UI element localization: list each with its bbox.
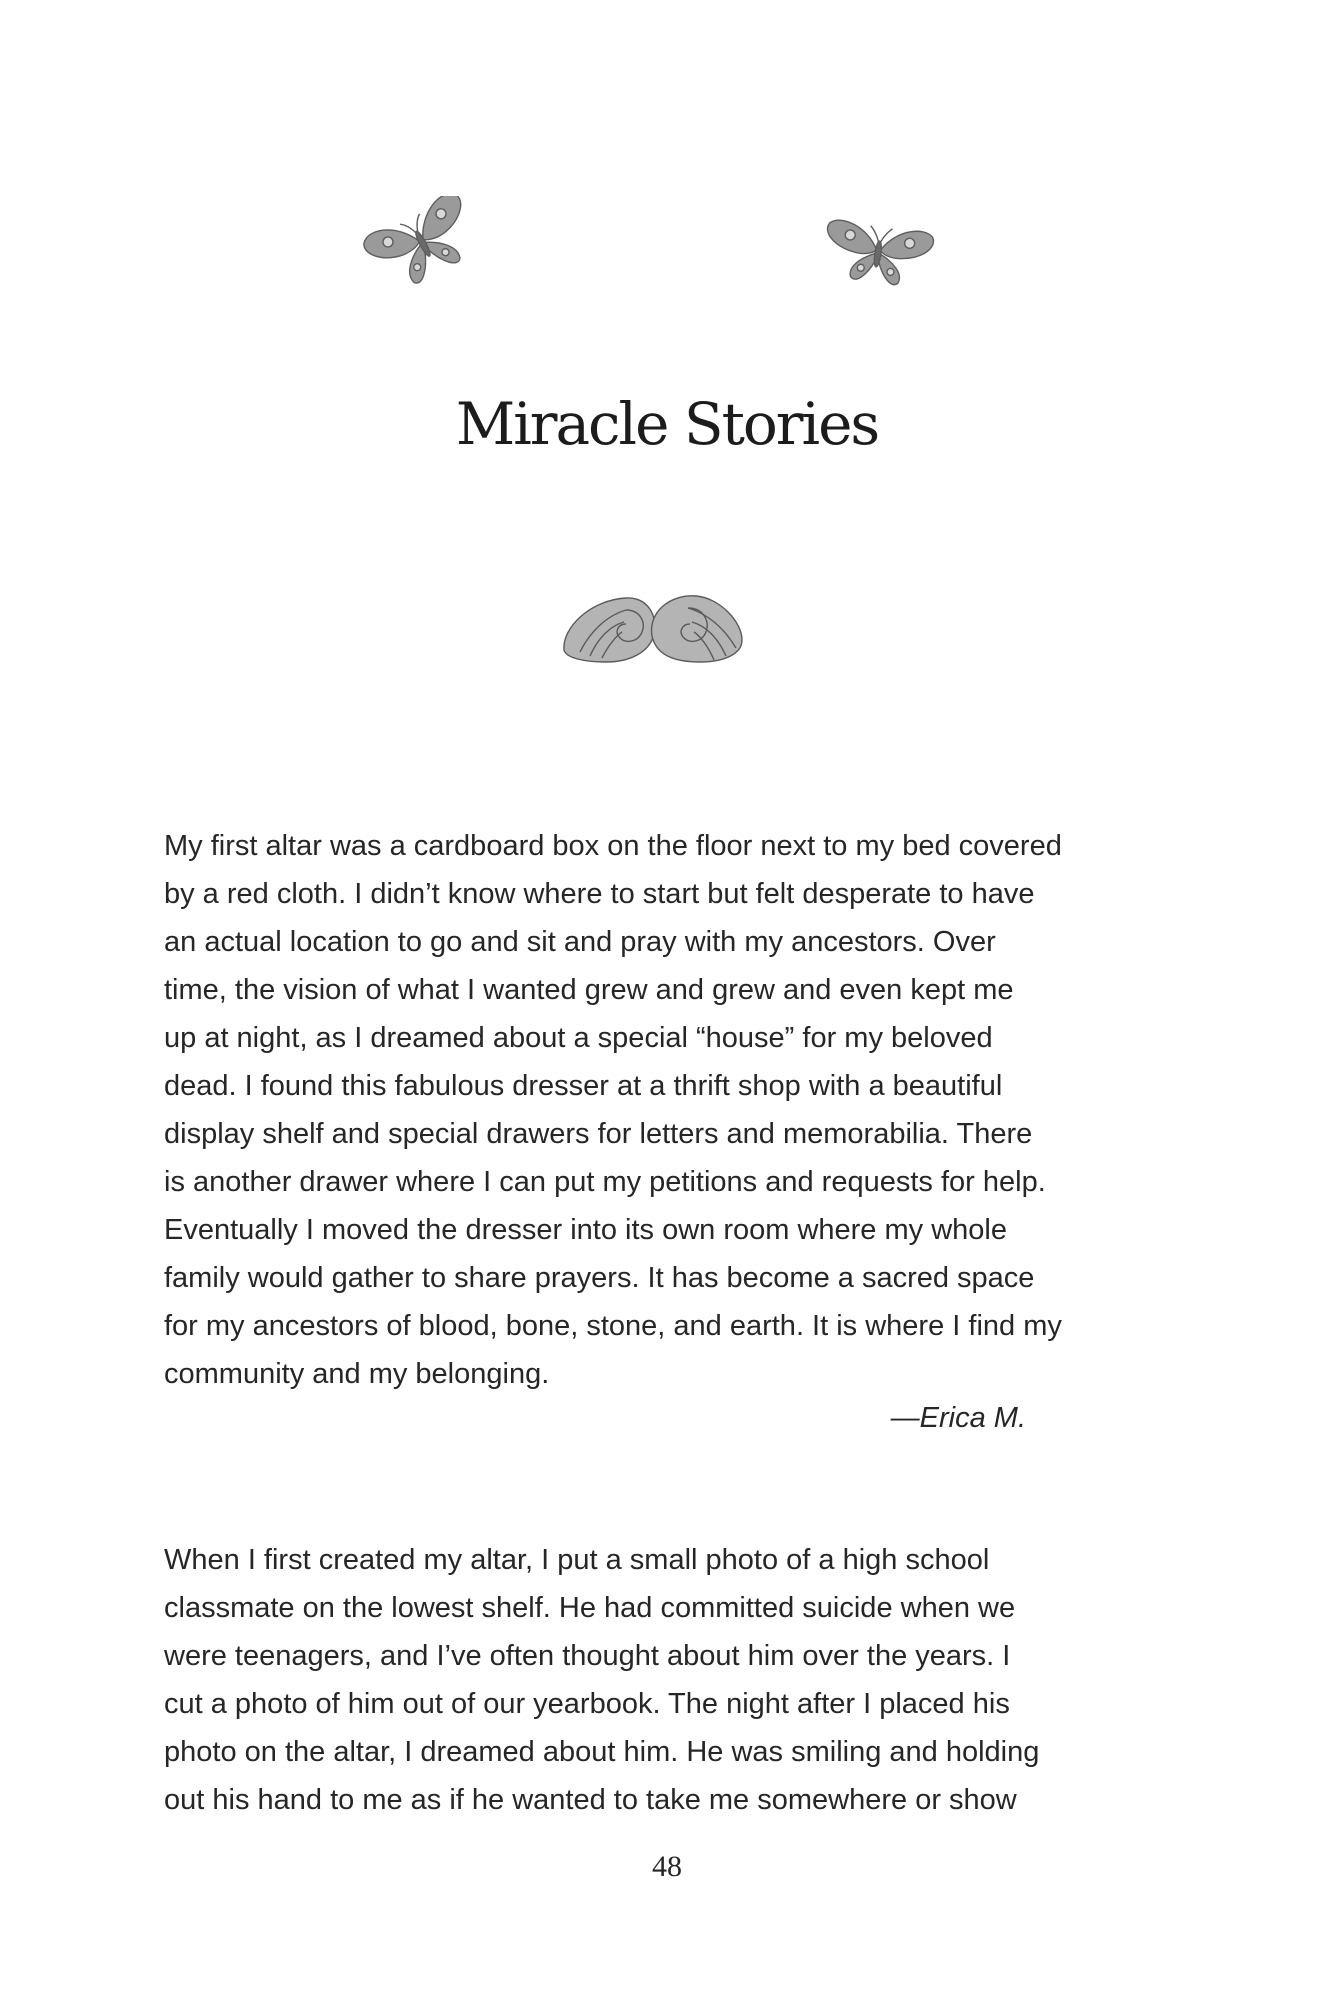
text-line: community and my belonging. <box>164 1358 550 1390</box>
text-line: cut a photo of him out of our yearbook. The night after I placed his <box>164 1688 1010 1720</box>
text-line: is another drawer where I can put my petitions and requests for help. <box>164 1166 1046 1198</box>
page-title: Miracle Stories <box>455 390 879 458</box>
text-line: display shelf and special drawers for letters and memorabilia. There <box>164 1118 1033 1150</box>
story-attribution: —Erica M. <box>890 1402 1026 1434</box>
page-number: 48 <box>652 1850 682 1883</box>
text-line: dead. I found this fabulous dresser at a thrift shop with a beautiful <box>164 1070 1003 1102</box>
nautilus-shells-icon <box>560 588 746 666</box>
text-line: time, the vision of what I wanted grew and grew and even kept me <box>164 974 1014 1006</box>
text-line: an actual location to go and sit and pray with my ancestors. Over <box>164 926 996 958</box>
butterfly-icon <box>818 214 938 292</box>
text-line: up at night, as I dreamed about a special “house” for my beloved <box>164 1022 993 1054</box>
story-paragraph <box>164 822 1124 1398</box>
text-line: photo on the altar, I dreamed about him. He was smiling and holding <box>164 1736 1040 1768</box>
text-line: family would gather to share prayers. It has become a sacred space <box>164 1262 1035 1294</box>
text-line: My first altar was a cardboard box on the floor next to my bed covered <box>164 830 1062 862</box>
text-line: Eventually I moved the dresser into its own room where my whole <box>164 1214 1007 1246</box>
text-line: out his hand to me as if he wanted to take me somewhere or show <box>164 1784 1017 1816</box>
text-line: classmate on the lowest shelf. He had committed suicide when we <box>164 1592 1016 1624</box>
story-paragraph <box>164 1536 1124 1824</box>
text-line: by a red cloth. I didn’t know where to start but felt desperate to have <box>164 878 1035 910</box>
butterfly-icon <box>362 196 482 288</box>
text-line: for my ancestors of blood, bone, stone, and earth. It is where I find my <box>164 1310 1062 1342</box>
text-line: were teenagers, and I’ve often thought about him over the years. I <box>164 1640 1011 1672</box>
text-line: When I first created my altar, I put a small photo of a high school <box>164 1544 990 1576</box>
